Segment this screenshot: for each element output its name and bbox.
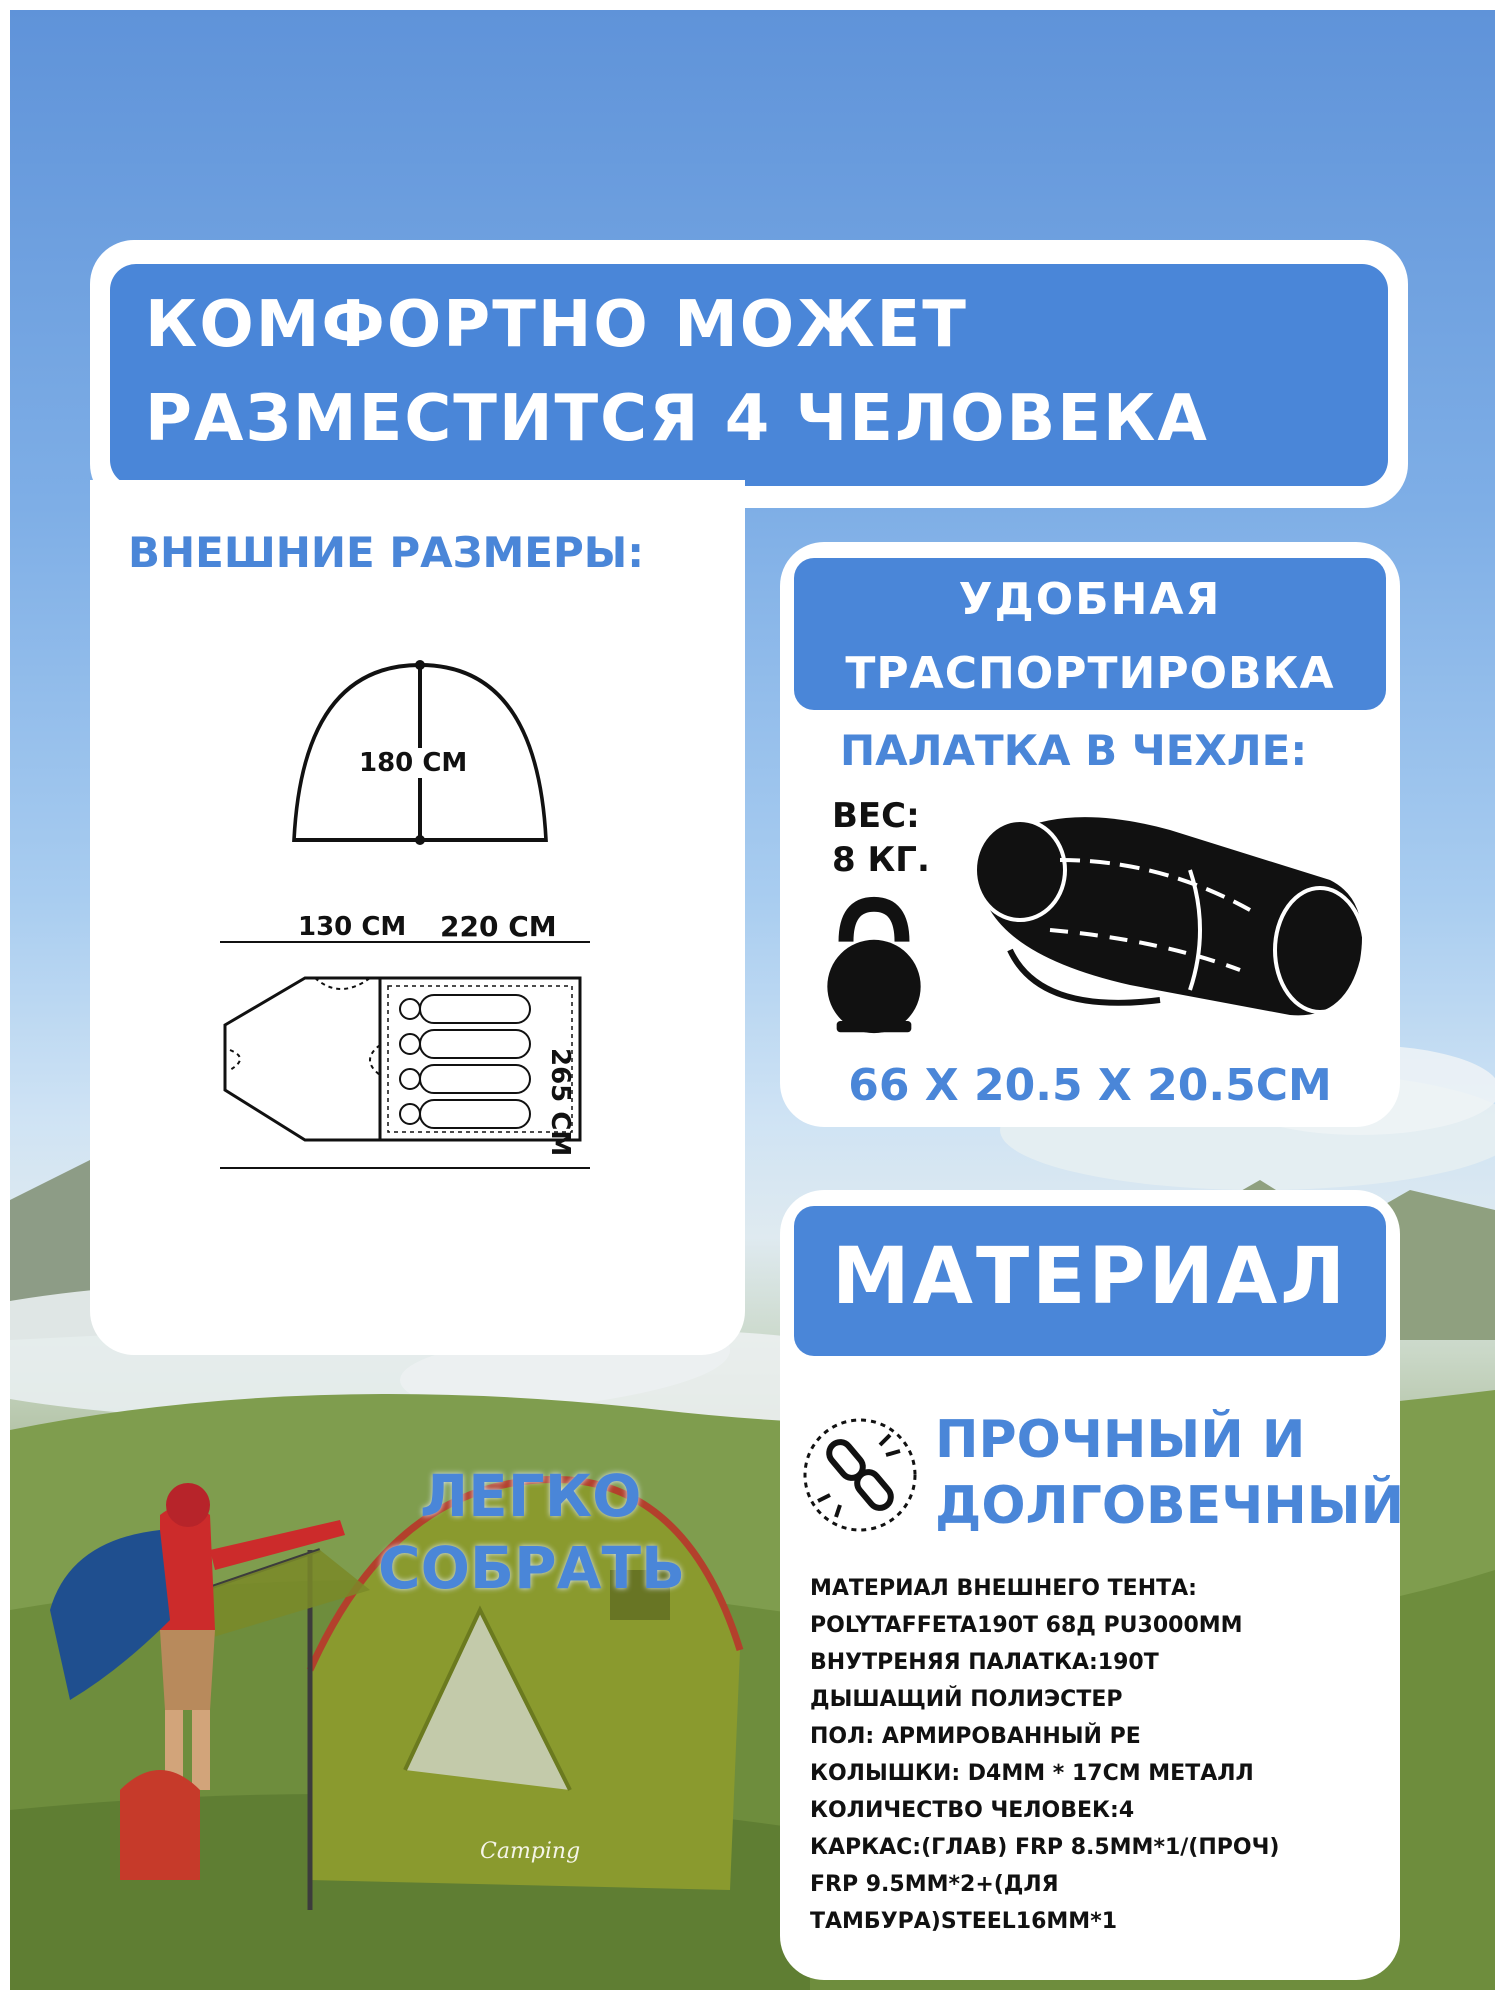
weight-label-line-2: 8 КГ. bbox=[832, 840, 930, 880]
spec-line: ВНУТРЕНЯЯ ПАЛАТКА:190Т bbox=[810, 1650, 1159, 1675]
spec-line: КОЛИЧЕСТВО ЧЕЛОВЕК:4 bbox=[810, 1798, 1135, 1823]
weight-label-line-1: ВЕС: bbox=[832, 796, 920, 836]
vestibule-length-label: 130 CM bbox=[298, 912, 407, 942]
inner-length-label: 220 CM bbox=[440, 910, 557, 943]
easy-setup-line-2: СОБРАТЬ bbox=[378, 1534, 686, 1602]
tent-floor-plan-diagram bbox=[220, 940, 600, 1170]
spec-line: ПОЛ: АРМИРОВАННЫЙ PE bbox=[810, 1724, 1141, 1749]
durability-line-1: ПРОЧНЫЙ И bbox=[935, 1410, 1306, 1470]
spec-line: FRP 9.5MM*2+(ДЛЯ bbox=[810, 1872, 1059, 1897]
material-spec-list bbox=[810, 1570, 1350, 1940]
transport-heading-line-2: ТРАСПОРТИРОВКА bbox=[845, 648, 1335, 699]
bag-subheading: ПАЛАТКА В ЧЕХЛЕ: bbox=[840, 726, 1308, 775]
broken-chain-icon bbox=[800, 1415, 920, 1535]
tent-bag-icon bbox=[960, 800, 1380, 1030]
material-heading: МАТЕРИАЛ bbox=[831, 1232, 1349, 1322]
spec-line: КОЛЫШКИ: D4MM * 17CM МЕТАЛЛ bbox=[810, 1761, 1254, 1786]
title-line-1: КОМФОРТНО МОЖЕТ bbox=[145, 288, 968, 362]
easy-setup-line-1: ЛЕГКО bbox=[420, 1462, 642, 1530]
spec-line: МАТЕРИАЛ ВНЕШНЕГО ТЕНТА: bbox=[810, 1576, 1197, 1601]
tent-brand-text: Camping bbox=[480, 1839, 581, 1864]
dimensions-heading: ВНЕШНИЕ РАЗМЕРЫ: bbox=[128, 528, 645, 577]
width-dimension-label: 265 CM bbox=[545, 1048, 575, 1157]
sleeping-bag-icon bbox=[400, 995, 530, 1128]
transport-heading-line-1: УДОБНАЯ bbox=[958, 574, 1222, 625]
spec-line: ДЫШАЩИЙ ПОЛИЭСТЕР bbox=[810, 1687, 1123, 1712]
pack-size-label: 66 X 20.5 X 20.5CM bbox=[848, 1060, 1332, 1111]
dimensions-card bbox=[90, 480, 745, 1355]
kettlebell-icon bbox=[818, 895, 930, 1035]
spec-line: ТАМБУРА)STEEL16MM*1 bbox=[810, 1909, 1118, 1934]
title-line-2: РАЗМЕСТИТСЯ 4 ЧЕЛОВЕКА bbox=[145, 382, 1209, 456]
spec-line: POLYTAFFETA190T 68Д PU3000MM bbox=[810, 1613, 1243, 1638]
height-dimension-label: 180 CM bbox=[355, 748, 471, 778]
poster-frame bbox=[10, 10, 1495, 1990]
spec-line: КАРКАС:(ГЛАВ) FRP 8.5MM*1/(ПРОЧ) bbox=[810, 1835, 1280, 1860]
durability-line-2: ДОЛГОВЕЧНЫЙ bbox=[935, 1476, 1405, 1536]
